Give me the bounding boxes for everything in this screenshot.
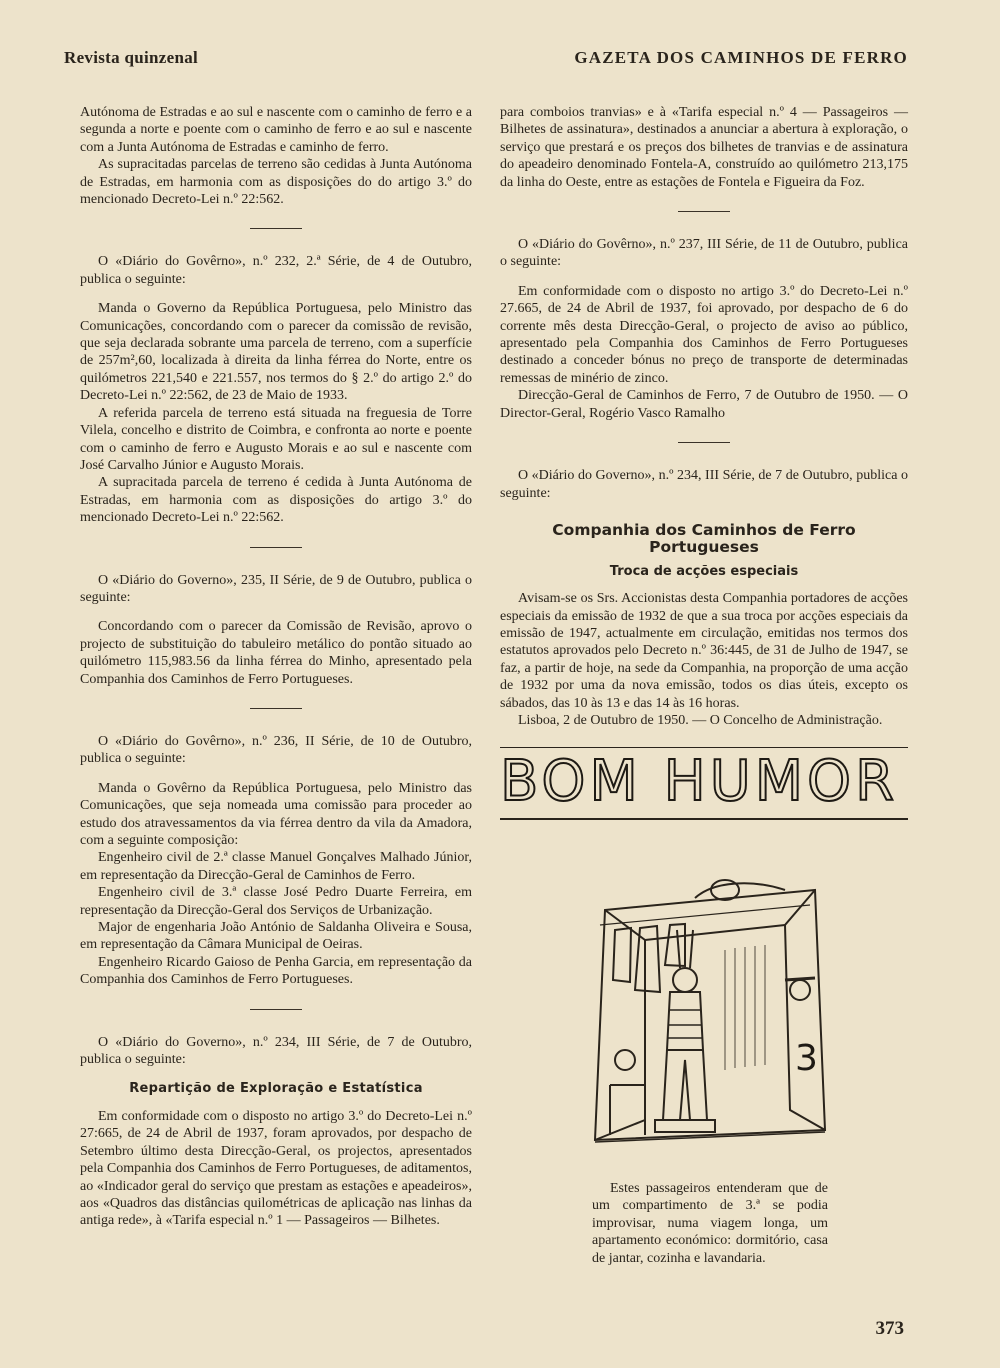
caption-text: Estes passageiros entenderam que de um compartimento de 3.ª se podia improvisar, numa viagem longa, um apartamento económico: dormitório, casa de jantar, cozinha e lavandaria. (592, 1181, 828, 1266)
cartoon-number: 3 (795, 1038, 818, 1079)
separator (250, 547, 302, 548)
paragraph: Manda o Governo da República Portuguesa, pelo Ministro das Comunicações, concordando com o parecer da comissão de revisão, que seja declarada sobrante uma parcela de terreno, com a superfície de 257m²,60, localizada à direita da linha férrea do Norte, entre os quilómetros 221,540 e 221.557, nos termos do § 2.º do artigo 2.º do Decreto-Lei n.º 22:562, de 23 de Maio de 1933. (80, 301, 472, 404)
side-person-head (790, 980, 810, 1000)
notice-intro: O «Diário do Govêrno», n.º 237, III Série, de 11 de Outubro, publica o seguinte: (500, 237, 908, 270)
kettle (615, 1050, 635, 1070)
paragraph: Lisboa, 2 de Outubro de 1950. — O Concelho de Administração. (518, 712, 883, 728)
header-left: Revista quinzenal (64, 48, 199, 67)
man-head (673, 968, 697, 992)
stool (655, 1120, 715, 1132)
paragraph: Em conformidade com o disposto no artigo 3.º do Decreto-Lei n.º 27:665, de 24 de Abril de 1937, foram aprovados, por despacho de Setembro último desta Direcção-Geral, os projectos, apresentados pela Companhia dos Caminhos de Ferro Portugueses, de aditamentos, ao «Indicador geral do serviço que prestam as estações e apeadeiros», aos «Quadros das distâncias quilométricas de aplicação nas linhas da antiga rede», à «Tarifa especial n.º 1 — Passageiros — Bilhetes. (80, 1108, 472, 1229)
paragraph: Direcção-Geral de Caminhos de Ferro, 7 de Outubro de 1950. — O Director-Geral, Rogério Vasco Ramalho (500, 388, 908, 421)
company-subheading: Troca de acções especiais (609, 563, 799, 579)
laundry-sock (613, 928, 631, 982)
separator (678, 442, 730, 443)
notice-intro: O «Diário do Govêrno», n.º 236, II Série, de 10 de Outubro, publica o seguinte: (80, 733, 472, 767)
man-torso (667, 992, 703, 1050)
paragraph: Concordando com o parecer da Comissão de Revisão, aprovo o projecto de substituição do tabuleiro metálico do pontão situado ao quilómetro 115,983.56 da linha férrea do Minho, apresentado pela Companhia dos Caminhos de Ferro Portugueses. (80, 619, 472, 687)
humor-top-rule (500, 747, 908, 748)
humor-bottom-rule (500, 818, 908, 820)
paragraph: para comboios tranvias» e à «Tarifa especial n.º 4 — Passageiros — Bilhetes de assinatura», destinados a anunciar a abertura à exploração, o serviço que prestará e os preços dos bilhetes de tranvias e de assinatura do apeadeiro denominado Fontela-A, construído ao quilómetro 213,175 da linha do Oeste, entre as estações de Fontela e Figueira da Foz. (500, 105, 908, 190)
notice-intro: O «Diário do Govêrno», n.º 232, 2.ª Série, de 4 de Outubro, publica o seguinte: (80, 254, 472, 287)
separator (678, 211, 730, 212)
paragraph: Engenheiro civil de 3.ª classe José Pedro Duarte Ferreira, em representação da Direcção-Geral dos Serviços de Urbanização. (80, 885, 472, 918)
paragraph: Engenheiro civil de 2.ª classe Manuel Gonçalves Malhado Júnior, em representação da Direcção-Geral de Caminhos de Ferro. (80, 850, 472, 883)
man-legs (663, 1050, 707, 1120)
right-column (500, 104, 908, 729)
header-right: GAZETA DOS CAMINHOS DE FERRO (574, 48, 908, 67)
paragraph: Em conformidade com o disposto no artigo 3.º do Decreto-Lei n.º 27.665, de 24 de Abril de 1937, foi aprovado, por despacho de 6 do corrente mês desta Direcção-Geral, o projecto de aviso ao público, apresentado pela Companhia dos Caminhos de Ferro Portugueses destinado a conceder bónus no preço de transporte de determinadas remessas de minério de zinco. (500, 283, 908, 386)
cartoon-caption (592, 1180, 828, 1267)
paragraph: Major de engenharia João António de Saldanha Oliveira e Sousa, em representação da Câmara Municipal de Oeiras. (80, 920, 472, 953)
paragraph: Engenheiro Ricardo Gaioso de Penha Garcia, em representação da Companhia dos Caminhos de Ferro Portugueses. (80, 954, 472, 988)
left-column (80, 104, 472, 1230)
laundry-cloth (665, 924, 685, 966)
section-heading: Repartição de Exploração e Estatística (129, 1081, 423, 1097)
separator (250, 708, 302, 709)
notice-intro: O «Diário do Governo», n.º 234, III Série, de 7 de Outubro, publica o seguinte: (80, 1034, 472, 1068)
notice-intro: O «Diário do Governo», n.º 234, III Série, de 7 de Outubro, publica o seguinte: (500, 468, 908, 501)
luggage-rack (645, 925, 785, 940)
paragraph: Manda o Govêrno da República Portuguesa, pelo Ministro das Comunicações, que seja nomeada uma comissão para proceder ao estudo dos atravessamentos da via férrea dentro da vila da Amadora, com a seguinte composição: (80, 780, 472, 848)
notice-intro: O «Diário do Governo», 235, II Série, de 9 de Outubro, publica o seguinte: (80, 572, 472, 605)
separator (250, 1009, 302, 1010)
paragraph: A supracitada parcela de terreno é cedida à Junta Autónoma de Estradas, em harmonia com as disposições do artigo 3.º do mencionado Decreto-Lei n.º 22:562. (80, 475, 472, 526)
humor-title: BOM HUMOR (500, 749, 899, 814)
paragraph: As supracitadas parcelas de terreno são cedidas à Junta Autónoma de Estradas, em harmonia com as disposições do do artigo 3.º do mencionado Decreto-Lei n.º 22:562. (80, 157, 472, 208)
page-number: 373 (875, 1318, 904, 1339)
paragraph: Autónoma de Estradas e ao sul e nascente com o caminho de ferro e a segunda a norte e poente com o caminho de ferro e ao sul e nascente com a Junta Autónoma de Estradas e caminho de ferro. (80, 105, 472, 155)
paragraph: A referida parcela de terreno está situada na freguesia de Torre Vilela, concelho e distrito de Coimbra, e confronta ao norte e poente com o caminho de ferro e Augusto Morais e ao sul e nascente com José Carvalho Júnior e Augusto Morais. (80, 405, 472, 473)
cartoon-illustration (585, 870, 835, 1170)
separator (250, 228, 302, 229)
paragraph: Avisam-se os Srs. Accionistas desta Companhia portadores de acções especiais da emissão de 1932 de que a sua troca por acções especiais da emissão de 1947, actualmente em circulação, emitidas nos termos dos estatutos aprovados pelo Decreto n.º 36:445, de 31 de Julho de 1947, se faz, a partir de hoje, na sede da Companhia, na proporção de uma acção de 1932 por uma da nova emissão, todos os dias úteis, excepto os sábados, das 10 às 13 e das 14 às 16 horas. (500, 591, 908, 711)
company-heading: Companhia dos Caminhos de Ferro Portugueses (552, 520, 856, 557)
sleeping-body (695, 883, 785, 898)
laundry-shirt (635, 926, 660, 992)
